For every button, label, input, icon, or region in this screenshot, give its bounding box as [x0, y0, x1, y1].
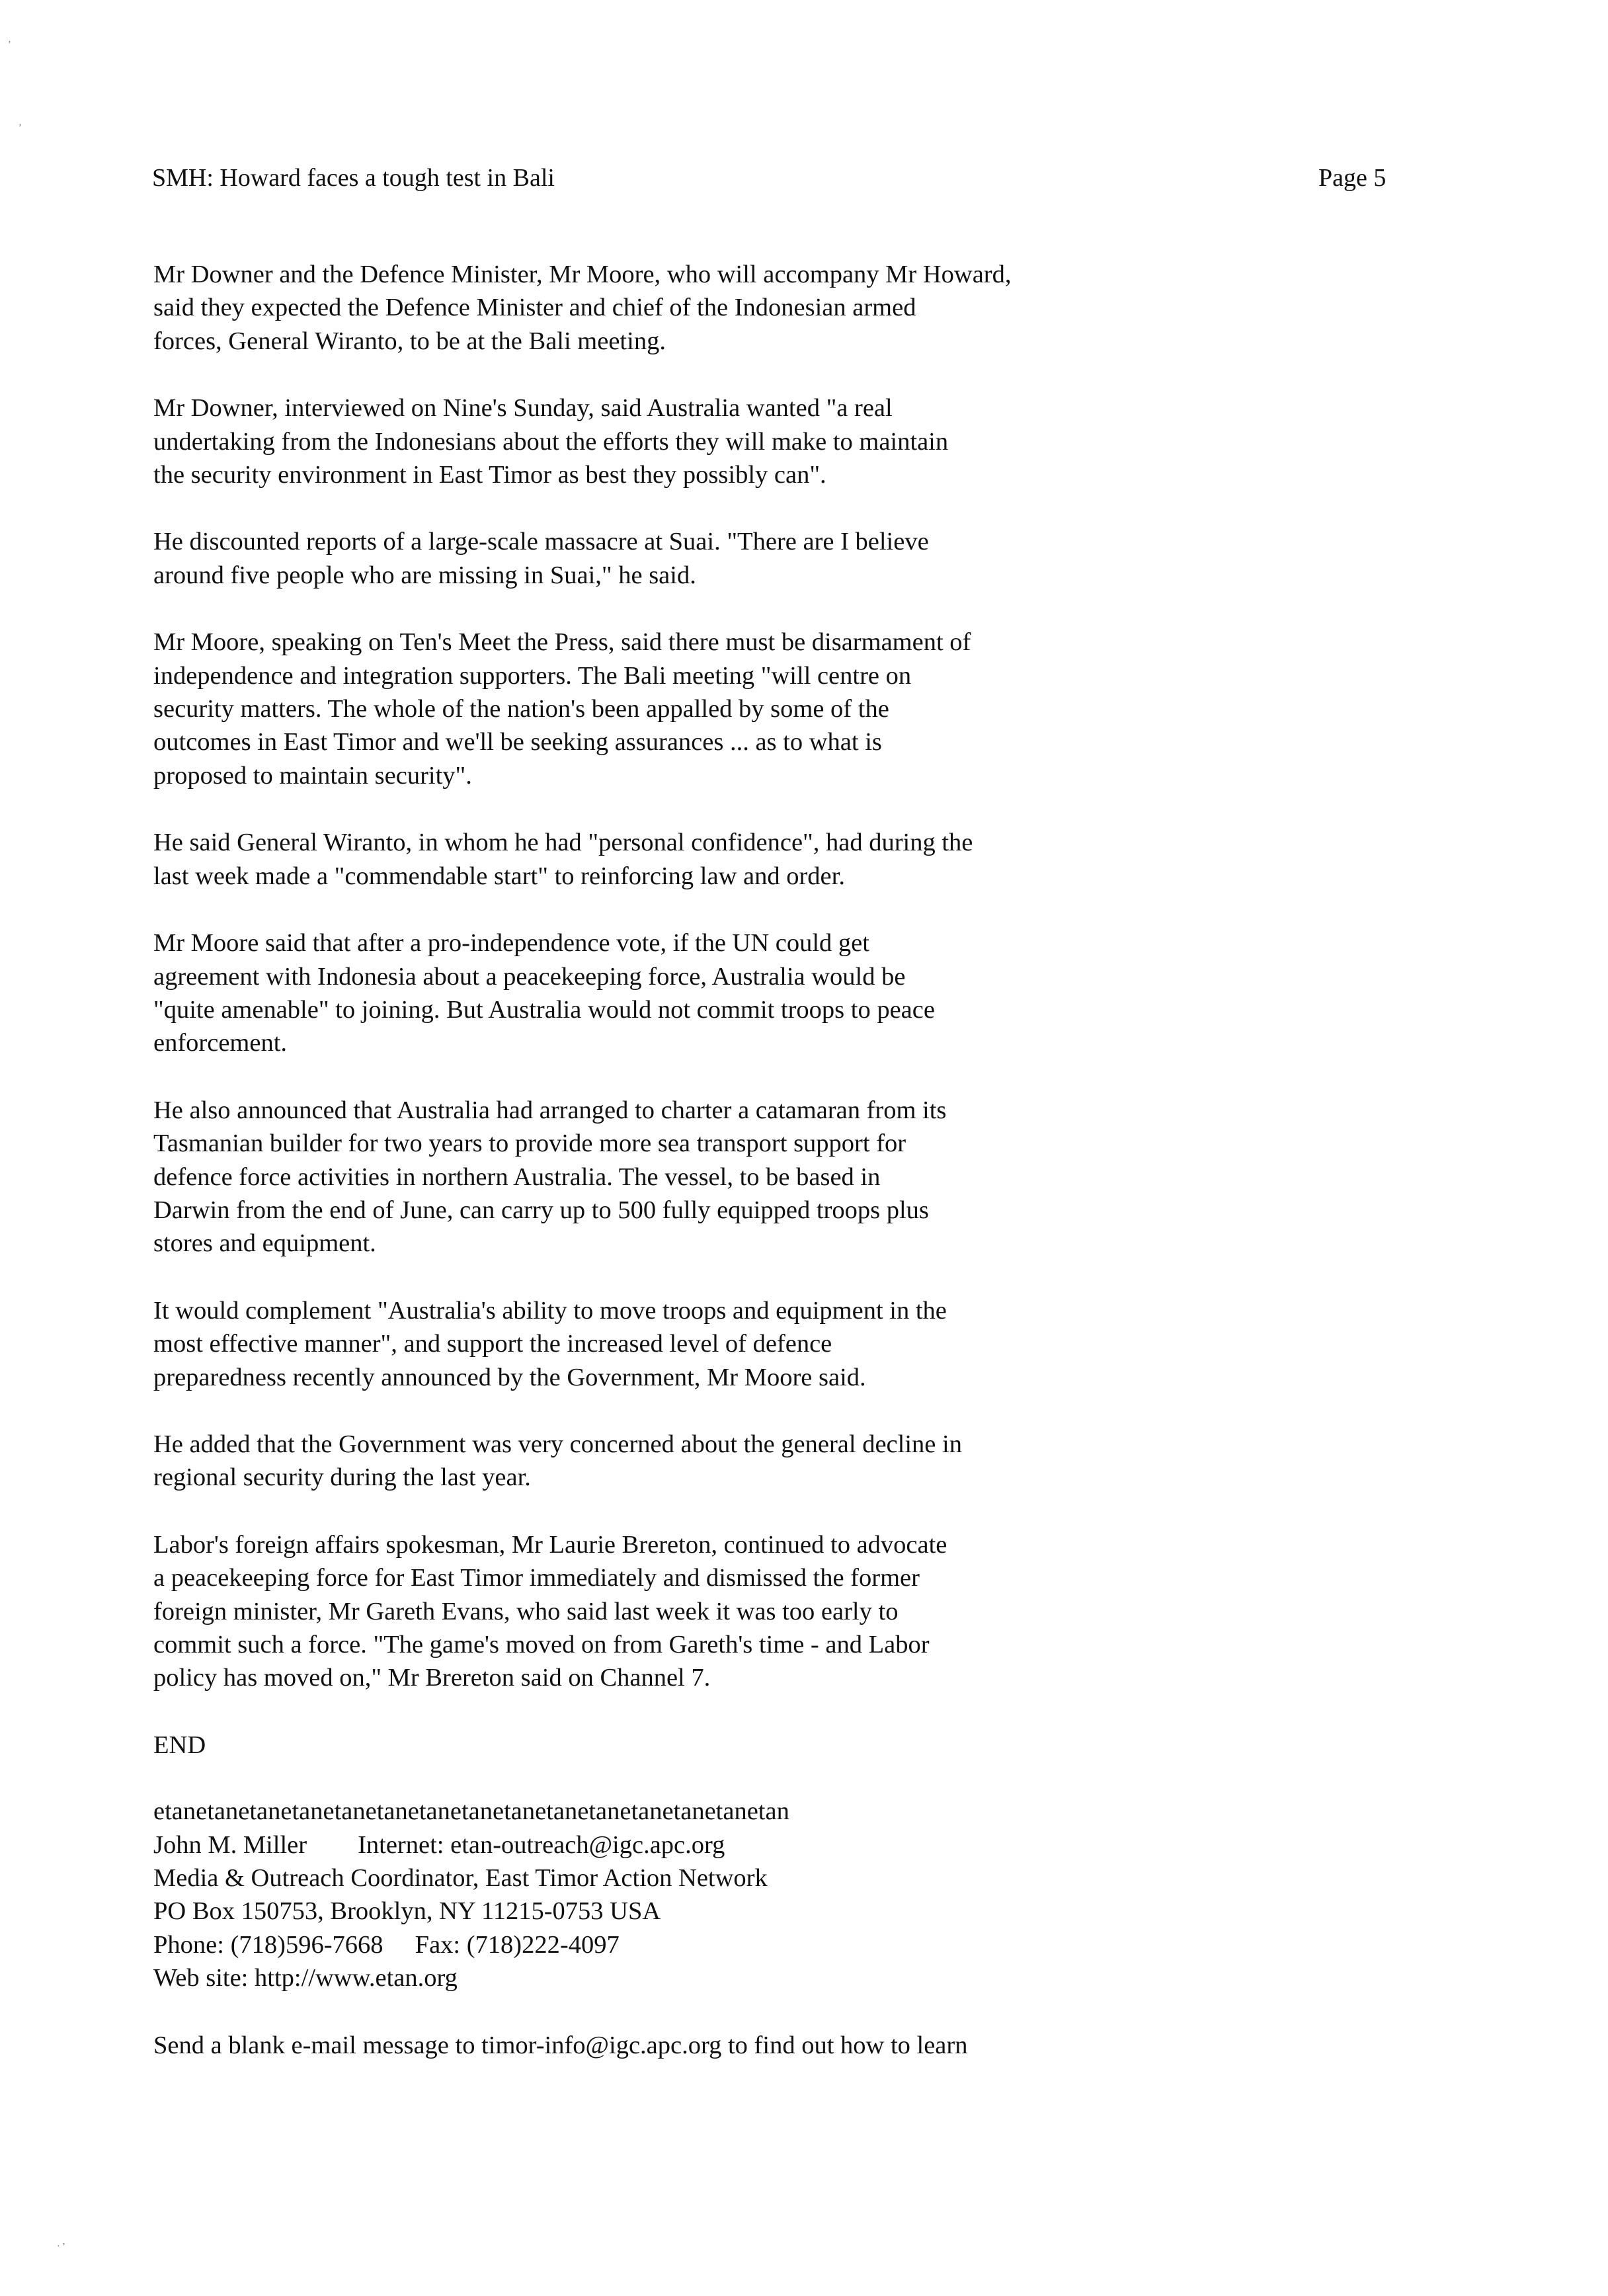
document-title: SMH: Howard faces a tough test in Bali — [152, 164, 555, 192]
paragraph: It would complement "Australia's ability to move troops and equipment in the most effective manner", and support the increased level of defence preparedness recently announced by the Government, Mr Moore said. — [153, 1296, 947, 1391]
paragraph: Mr Downer and the Defence Minister, Mr Moore, who will accompany Mr Howard, said they expected the Defence Minister and chief of the Indonesian armed forces, General Wiranto, to be at the Bali meeting. — [153, 261, 1012, 355]
scan-speck: ’ — [19, 123, 22, 133]
article-body — [153, 258, 1119, 2062]
end-marker: END — [153, 1731, 206, 1759]
paragraph: Mr Moore, speaking on Ten's Meet the Press, said there must be disarmament of independence and integration supporters. The Bali meeting "will centre on security matters. The whole of the nation's been appalled by some of the outcomes in East Timor and we'll be seeking assurances ... as to what is proposed to maintain security". — [153, 628, 971, 790]
signature-divider: etanetanetanetanetanetanetanetanetanetanetanetanetanetanetan — [153, 1797, 789, 1826]
footer-note: Send a blank e-mail message to timor-info@igc.apc.org to find out how to learn — [153, 2031, 968, 2059]
paragraph: He said General Wiranto, in whom he had "personal confidence", had during the last week made a "commendable start" to reinforcing law and order. — [153, 829, 973, 890]
signature-phone-fax: Phone: (718)596-7668 Fax: (718)222-4097 — [153, 1930, 620, 1959]
page-number: Page 5 — [1318, 164, 1387, 192]
paragraph: He discounted reports of a large-scale massacre at Suai. "There are I believe around five people who are missing in Suai," he said. — [153, 528, 929, 589]
paragraph: Mr Downer, interviewed on Nine's Sunday, said Australia wanted "a real undertaking from the Indonesians about the efforts they will make to maintain the security environment in East Timor as best they possibly can". — [153, 394, 949, 489]
paragraph: Mr Moore said that after a pro-independence vote, if the UN could get agreement with Indonesia about a peacekeeping force, Australia would be "quite amenable" to joining. But Australia would not commit troops to peace enforcement. — [153, 929, 935, 1057]
signature-name-email: John M. Miller Internet: etan-outreach@igc.apc.org — [153, 1830, 725, 1859]
paragraph: He also announced that Australia had arranged to charter a catamaran from its Tasmanian builder for two years to provide more sea transport support for defence force activities in northern Australia. The vessel, to be based in Darwin from the end of June, can carry up to 500 fully equipped troops plus stores and equipment. — [153, 1096, 947, 1258]
scan-speck: ’ — [8, 40, 11, 50]
signature-role: Media & Outreach Coordinator, East Timor Action Network — [153, 1864, 768, 1893]
page-header — [152, 161, 1410, 201]
scan-speck: · ’ — [57, 2242, 65, 2252]
signature-block — [153, 1795, 1119, 1994]
signature-address: PO Box 150753, Brooklyn, NY 11215-0753 USA — [153, 1897, 661, 1926]
paragraph: He added that the Government was very concerned about the general decline in regional security during the last year. — [153, 1430, 962, 1492]
signature-website: Web site: http://www.etan.org — [153, 1964, 458, 1992]
paragraph: Labor's foreign affairs spokesman, Mr Laurie Brereton, continued to advocate a peacekeeping force for East Timor immediately and dismissed the former foreign minister, Mr Gareth Evans, who said last week it was too early to commit such a force. "The game's moved on from Gareth's time - and Labor policy has moved on," Mr Brereton said on Channel 7. — [153, 1530, 947, 1692]
